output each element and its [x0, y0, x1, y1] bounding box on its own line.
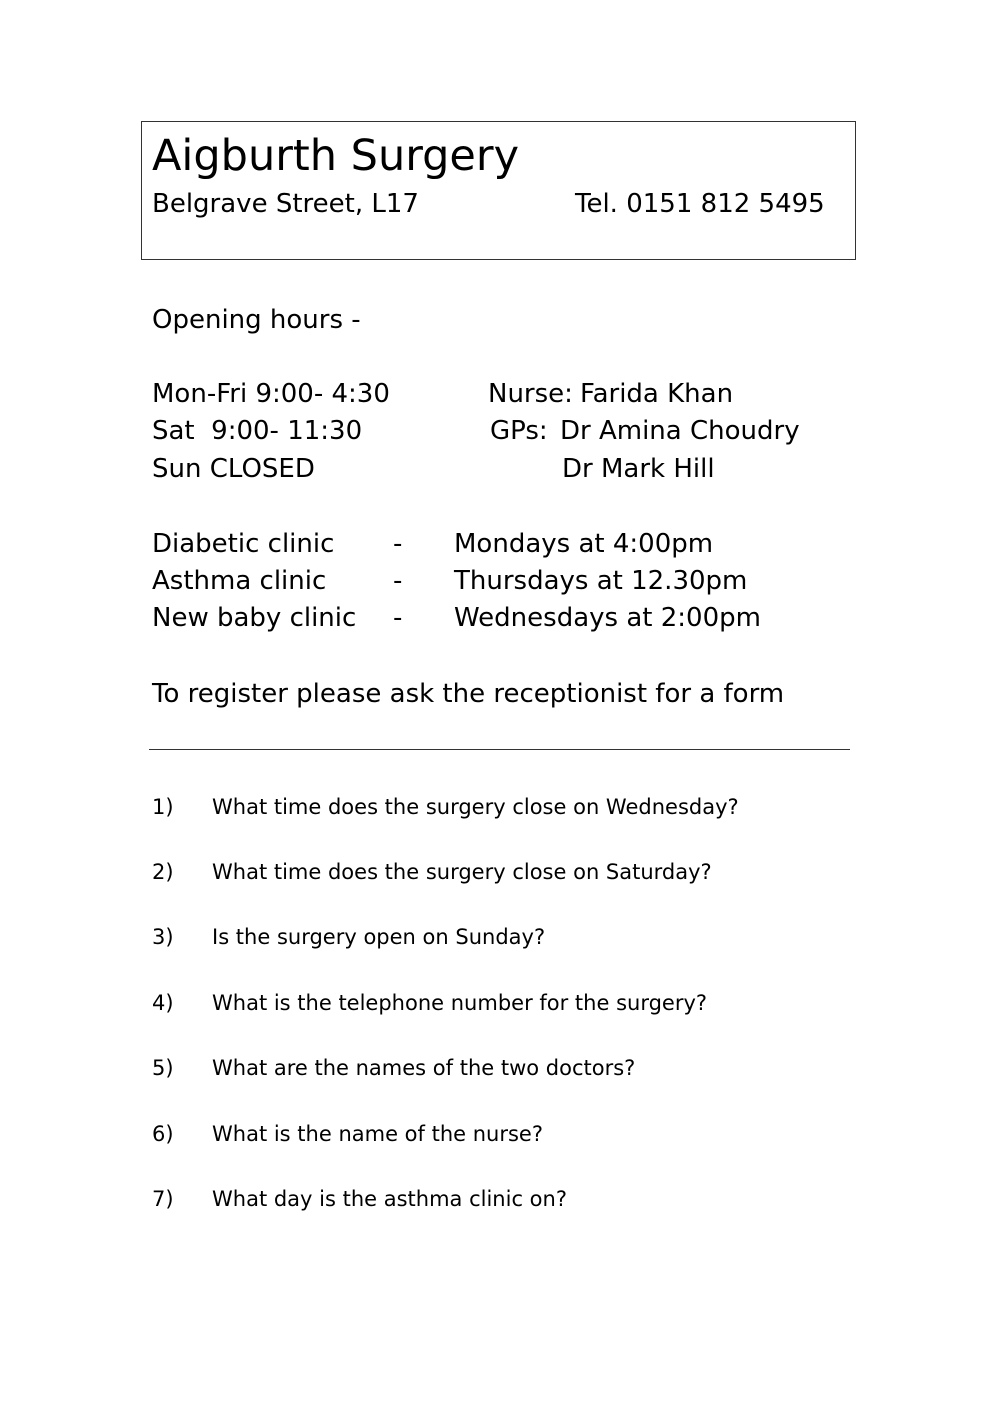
- hours-sunday: Sun CLOSED: [152, 454, 315, 484]
- question-text: What is the telephone number for the surgery?: [212, 991, 708, 1015]
- opening-hours-heading: Opening hours -: [152, 305, 361, 335]
- clinic-dash: -: [393, 603, 403, 633]
- nurse-label: Nurse:: [488, 379, 573, 409]
- clinic-name: Asthma clinic: [152, 566, 327, 596]
- question-text: What are the names of the two doctors?: [212, 1056, 636, 1080]
- question-number: 5): [152, 1056, 174, 1080]
- hours-weekday: Mon-Fri 9:00- 4:30: [152, 379, 390, 409]
- nurse-name: Farida Khan: [580, 379, 734, 409]
- clinic-name: New baby clinic: [152, 603, 357, 633]
- question-number: 3): [152, 925, 174, 949]
- surgery-phone: Tel. 0151 812 5495: [575, 189, 825, 219]
- question-text: What time does the surgery close on Wednesday?: [212, 795, 739, 819]
- section-divider: [149, 749, 850, 750]
- question-text: What day is the asthma clinic on?: [212, 1187, 567, 1211]
- clinic-name: Diabetic clinic: [152, 529, 335, 559]
- question-text: Is the surgery open on Sunday?: [212, 925, 546, 949]
- question-text: What is the name of the nurse?: [212, 1122, 543, 1146]
- clinic-time: Wednesdays at 2:00pm: [454, 603, 761, 633]
- question-number: 6): [152, 1122, 174, 1146]
- hours-saturday: Sat 9:00- 11:30: [152, 416, 363, 446]
- question-number: 2): [152, 860, 174, 884]
- gp-name: Dr Mark Hill: [562, 454, 715, 484]
- question-text: What time does the surgery close on Saturday?: [212, 860, 712, 884]
- question-number: 1): [152, 795, 174, 819]
- surgery-title: Aigburth Surgery: [152, 131, 520, 181]
- gp-name: Dr Amina Choudry: [560, 416, 800, 446]
- register-note: To register please ask the receptionist for a form: [152, 679, 785, 709]
- clinic-dash: -: [393, 566, 403, 596]
- question-number: 7): [152, 1187, 174, 1211]
- gp-label: GPs:: [490, 416, 548, 446]
- surgery-address: Belgrave Street, L17: [152, 189, 419, 219]
- clinic-time: Mondays at 4:00pm: [454, 529, 714, 559]
- clinic-dash: -: [393, 529, 403, 559]
- question-number: 4): [152, 991, 174, 1015]
- clinic-time: Thursdays at 12.30pm: [454, 566, 748, 596]
